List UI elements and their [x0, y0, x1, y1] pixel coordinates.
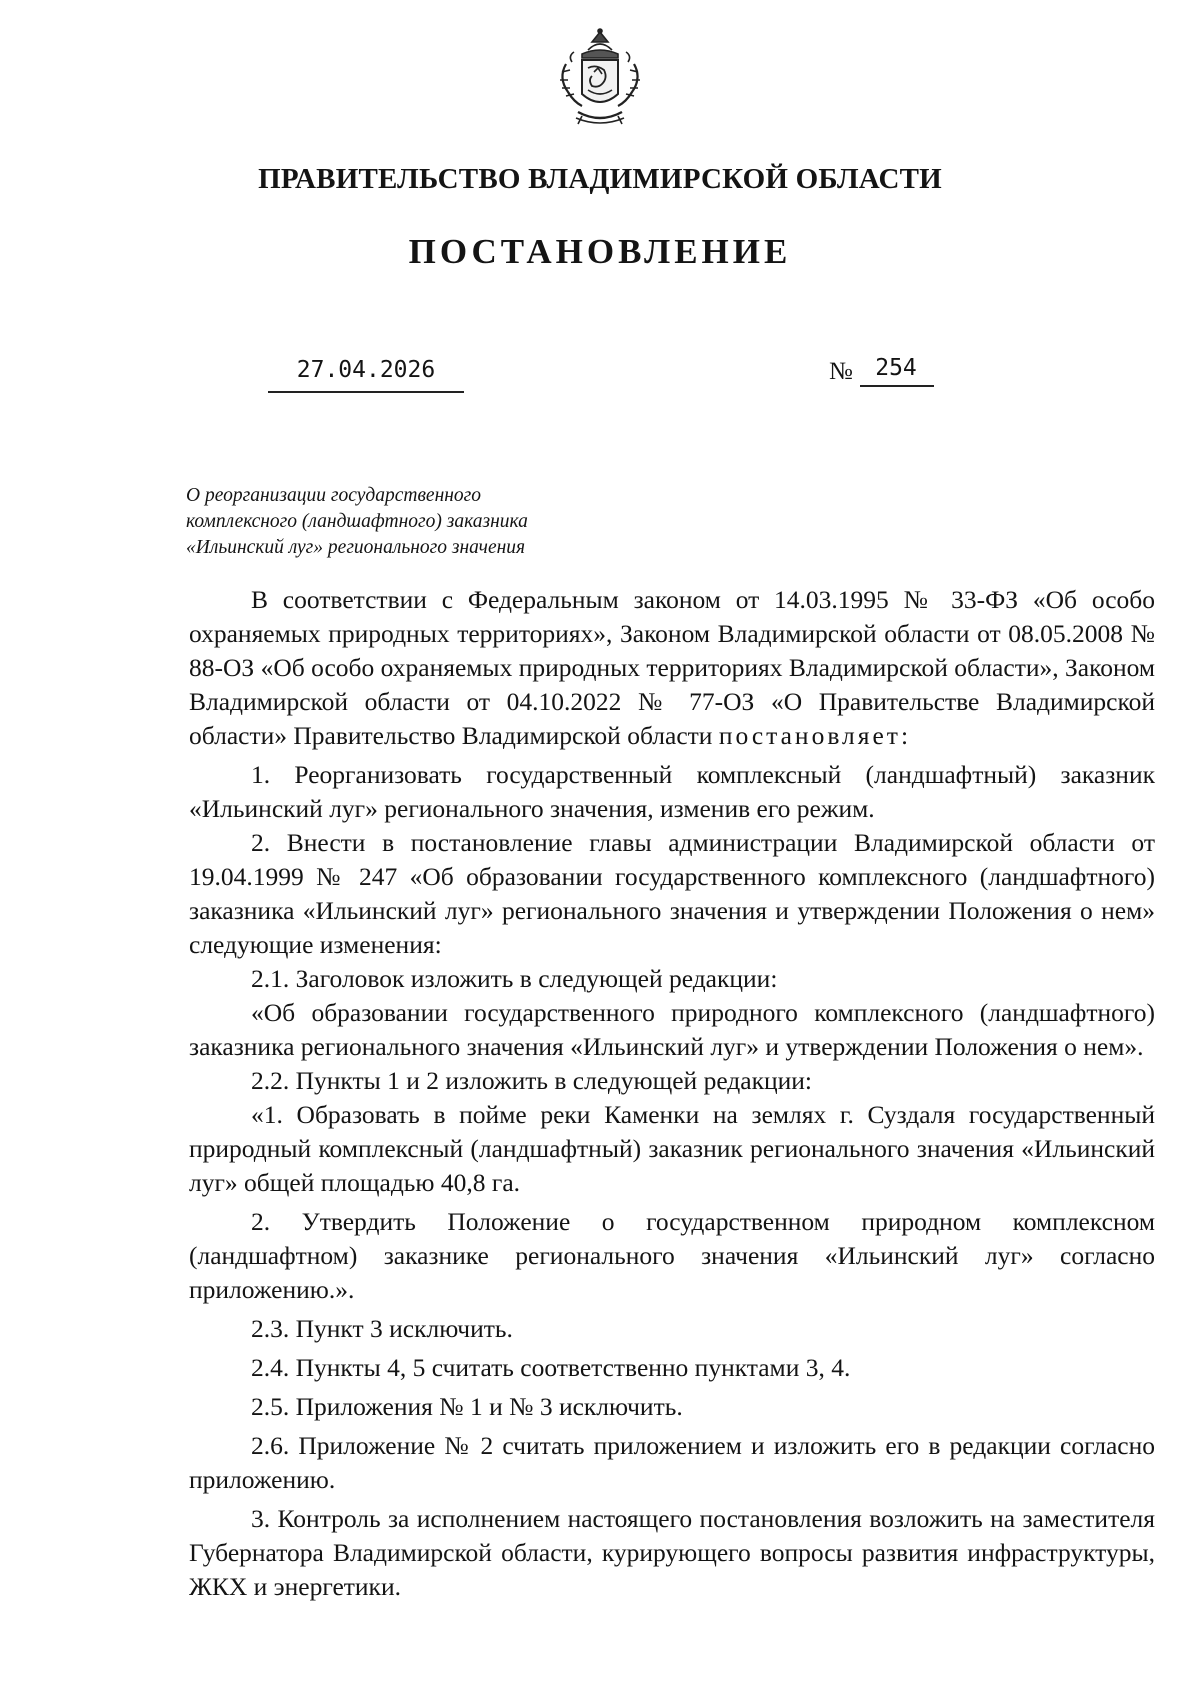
document-body: [189, 583, 1155, 1604]
number-underline: [860, 385, 934, 387]
paragraph-2-4: 2.4. Пункты 4, 5 считать соответственно пунктами 3, 4.: [251, 1353, 851, 1382]
paragraph-2-1-text: «Об образовании государственного природного комплексного (ландшафтного) заказника регионального значения «Ильинский луг» и утверждении Положения о нем».: [189, 998, 1155, 1061]
paragraph-2-2: 2.2. Пункты 1 и 2 изложить в следующей редакции:: [251, 1066, 813, 1095]
paragraph-2-5: 2.5. Приложения № 1 и № 3 исключить.: [251, 1392, 683, 1421]
preamble-paragraph: [189, 583, 1155, 753]
paragraph-2-1: 2.1. Заголовок изложить в следующей редакции:: [251, 964, 778, 993]
paragraph-2: 2. Внести в постановление главы администрации Владимирской области от 19.04.1999 № 247 «Об образовании государственного комплексного (ландшафтного) заказника «Ильинский луг» регионального значения и утверждении Положения о нем» следующие изменения:: [189, 828, 1155, 959]
paragraph-2-2-item-2: 2. Утвердить Положение о государственном природном комплексном (ландшафтном) заказнике регионального значения «Ильинский луг» согласно приложению.».: [189, 1207, 1155, 1304]
subject-line: комплексного (ландшафтного) заказника: [186, 511, 528, 532]
decree-colon: :: [900, 721, 909, 750]
date-underline: [268, 391, 464, 393]
subject-line: «Ильинский луг» регионального значения: [186, 537, 526, 558]
document-subject: [186, 483, 706, 561]
decree-word: постановляет: [718, 721, 901, 750]
number-sign: №: [829, 358, 853, 385]
organization-name: ПРАВИТЕЛЬСТВО ВЛАДИМИРСКОЙ ОБЛАСТИ: [258, 163, 942, 195]
subject-line: О реорганизации государственного: [186, 485, 482, 506]
paragraph-3: 3. Контроль за исполнением настоящего постановления возложить на заместителя Губернатора Владимирской области, курирующего вопросы развития инфраструктуры, ЖКХ и энергетики.: [189, 1504, 1155, 1601]
paragraph-2-3: 2.3. Пункт 3 исключить.: [251, 1314, 513, 1343]
document-number: 254: [875, 355, 917, 381]
paragraph-2-6: 2.6. Приложение № 2 считать приложением и изложить его в редакции согласно приложению.: [189, 1431, 1155, 1494]
document-type-title: ПОСТАНОВЛЕНИЕ: [408, 232, 792, 271]
paragraph-2-2-item-1: «1. Образовать в пойме реки Каменки на землях г. Суздаля государственный природный комплексный (ландшафтный) заказник регионального значения «Ильинский луг» общей площадью 40,8 га.: [189, 1100, 1155, 1197]
paragraph-1: 1. Реорганизовать государственный комплексный (ландшафтный) заказник «Ильинский луг» регионального значения, изменив его режим.: [189, 760, 1155, 823]
document-date: 27.04.2026: [296, 357, 436, 383]
coat-of-arms-icon: [548, 28, 652, 130]
preamble-text: В соответствии с Федеральным законом от 14.03.1995 № 33-ФЗ «Об особо охраняемых природных территориях», Законом Владимирской области от 08.05.2008 № 88-ОЗ «Об особо охраняемых природных территориях Владимирской области», Законом Владимирской области от 04.10.2022 № 77-ОЗ «О Правительстве Владимирской области» Правительство Владимирской области: [189, 585, 1155, 750]
